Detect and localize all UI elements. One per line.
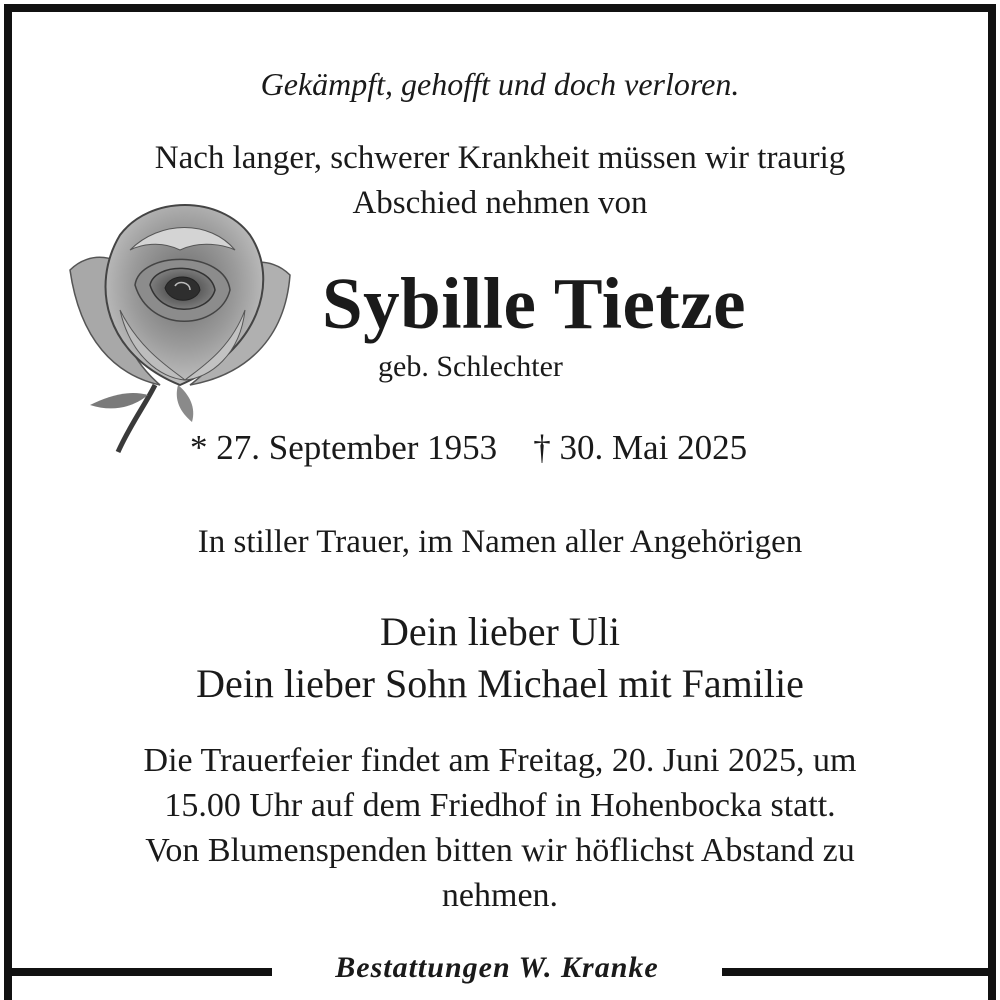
undertaker-name: Bestattungen W. Kranke bbox=[335, 951, 659, 984]
mourning-line: In stiller Trauer, im Namen aller Angehörigen bbox=[197, 524, 803, 560]
life-dates bbox=[190, 428, 747, 468]
footer-rule-left bbox=[4, 968, 272, 976]
funeral-info-line-3: Von Blumenspenden bitten wir höflichst Abstand zu bbox=[145, 832, 855, 869]
funeral-info-line-2: 15.00 Uhr auf dem Friedhof in Hohenbocka statt. bbox=[164, 787, 836, 824]
funeral-info-line-4: nehmen. bbox=[441, 877, 559, 914]
intro-line-2: Abschied nehmen von bbox=[352, 185, 648, 221]
footer-rule-right bbox=[722, 968, 996, 976]
intro-line-1: Nach langer, schwerer Krankheit müssen wir traurig bbox=[154, 140, 846, 176]
signatory-1: Dein lieber Uli bbox=[380, 609, 620, 654]
motto: Gekämpft, gehofft und doch verloren. bbox=[260, 66, 740, 102]
funeral-info-line-1: Die Trauerfeier findet am Freitag, 20. Juni 2025, um bbox=[143, 742, 857, 779]
maiden-name: geb. Schlechter bbox=[378, 350, 563, 383]
rose-icon bbox=[60, 190, 300, 460]
birth-date: * 27. September 1953 bbox=[190, 428, 498, 467]
death-date: † 30. Mai 2025 bbox=[533, 428, 748, 467]
signatory-2: Dein lieber Sohn Michael mit Familie bbox=[196, 661, 804, 706]
deceased-name: Sybille Tietze bbox=[322, 263, 747, 344]
